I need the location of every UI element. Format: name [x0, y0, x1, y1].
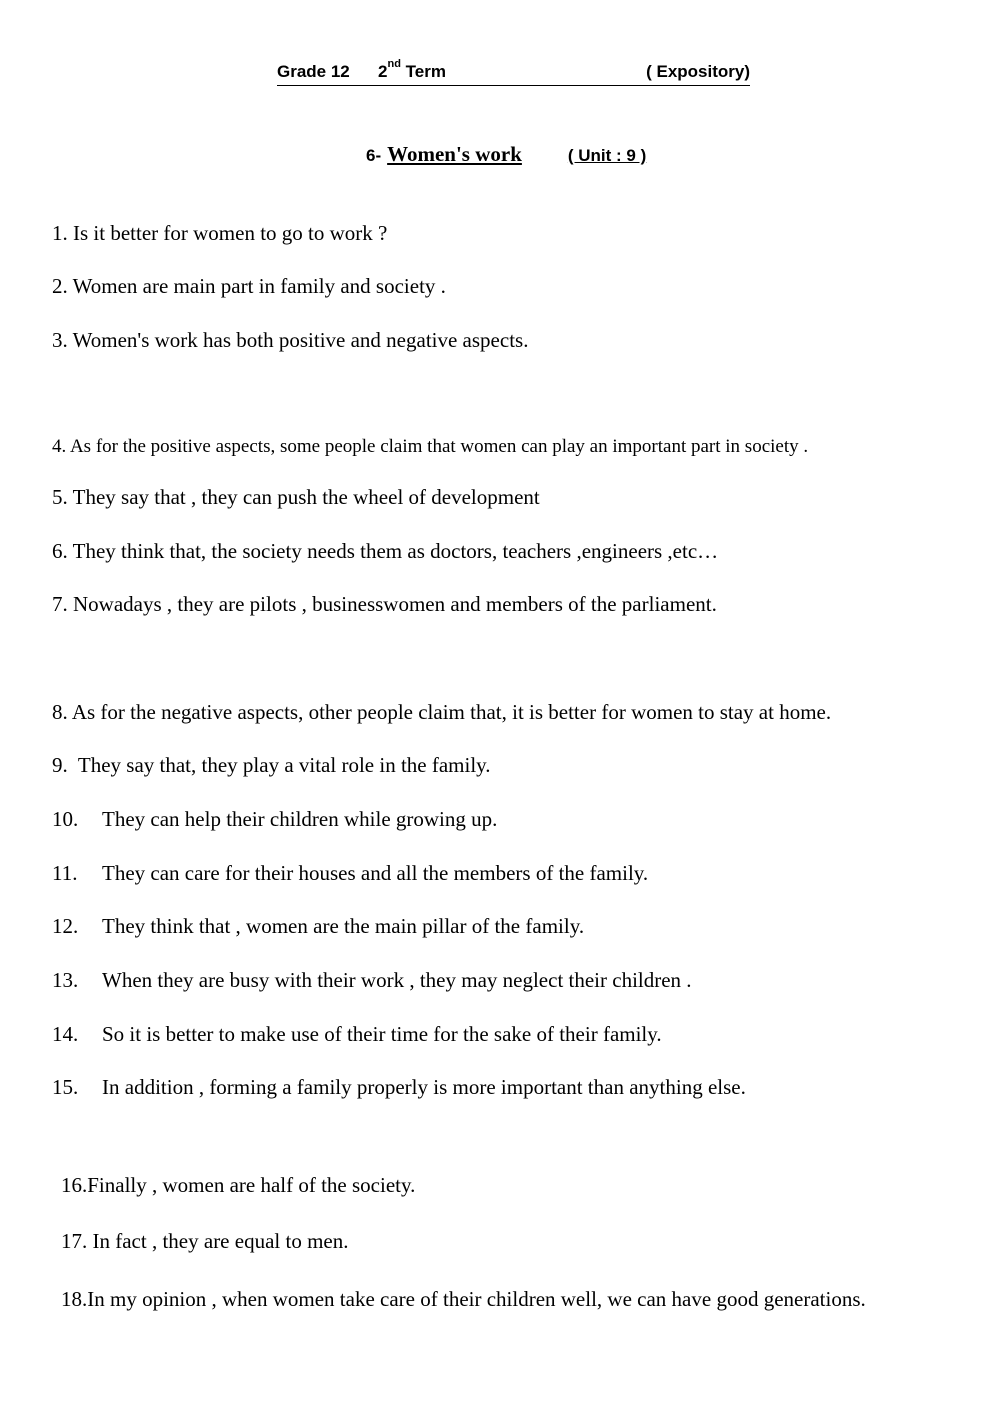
- sentence-7: 7. Nowadays , they are pilots , businesswomen and members of the parliament.: [52, 592, 717, 616]
- sentence-15: 15. In addition , forming a family properly is more important than anything else.: [52, 1075, 746, 1099]
- sentence-9: 9. They say that, they play a vital role in the family.: [52, 753, 491, 777]
- term-label: 2nd Term: [378, 58, 446, 81]
- sentence-6: 6. They think that, the society needs them as doctors, teachers ,engineers ,etc…: [52, 539, 719, 563]
- sentence-13: 13. When they are busy with their work , they may neglect their children .: [52, 968, 692, 992]
- topic-heading: [366, 142, 646, 167]
- sentence-16: 16.Finally , women are half of the society.: [61, 1173, 416, 1197]
- sentence-8: 8. As for the negative aspects, other people claim that, it is better for women to stay at home.: [52, 700, 832, 724]
- sentence-14: 14. So it is better to make use of their time for the sake of their family.: [52, 1022, 662, 1046]
- grade-label: Grade 12: [277, 62, 350, 81]
- sentence-2: 2. Women are main part in family and society .: [52, 274, 446, 298]
- topic-number: 6-: [366, 146, 382, 165]
- sentence-5: 5. They say that , they can push the wheel of development: [52, 485, 540, 509]
- sentence-10: 10. They can help their children while growing up.: [52, 807, 498, 831]
- page-header: [277, 58, 750, 86]
- sentence-18: 18.In my opinion , when women take care of their children well, we can have good generations.: [61, 1287, 866, 1311]
- sentence-17: 17. In fact , they are equal to men.: [61, 1229, 349, 1253]
- sentence-1: 1. Is it better for women to go to work ?: [52, 221, 388, 245]
- essay-type-label: ( Expository): [646, 62, 750, 81]
- topic-title: Women's work: [387, 142, 522, 166]
- sentence-11: 11. They can care for their houses and all the members of the family.: [52, 861, 649, 885]
- sentence-3: 3. Women's work has both positive and negative aspects.: [52, 328, 529, 352]
- unit-label: ( Unit : 9 ): [567, 146, 647, 165]
- sentence-12: 12. They think that , women are the main pillar of the family.: [52, 914, 585, 938]
- sentence-4: 4. As for the positive aspects, some people claim that women can play an important part in society .: [52, 436, 809, 457]
